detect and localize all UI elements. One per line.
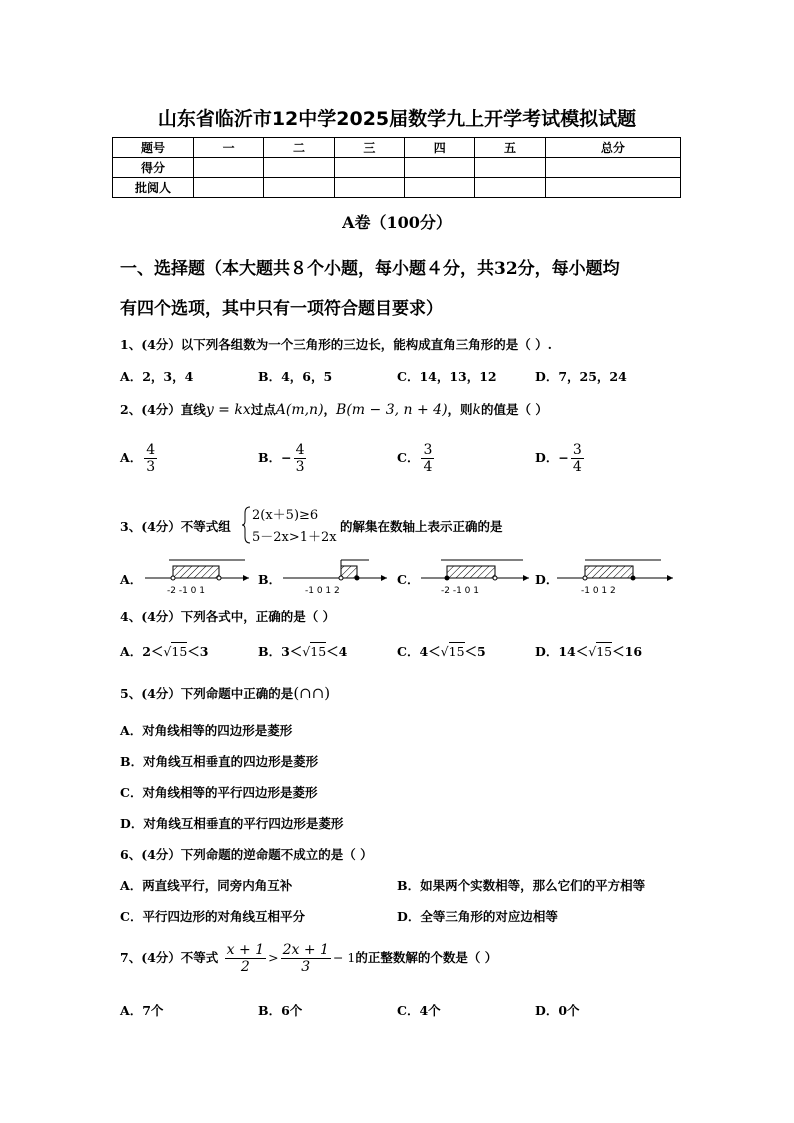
- score-row-label: 得分: [113, 158, 194, 178]
- numerator: 4: [146, 442, 156, 458]
- q7-suffix: 的正整数解的个数是（ ）: [355, 950, 498, 965]
- sqrt: √15: [302, 644, 327, 659]
- q5-option-c[interactable]: C．对角线相等的平行四边形是菱形: [120, 785, 318, 800]
- option-label: B．: [258, 450, 282, 465]
- score-table: [112, 137, 681, 198]
- option-label: B．: [258, 644, 282, 659]
- q5-option-b[interactable]: B．对角线互相垂直的四边形是菱形: [120, 754, 319, 769]
- q4-stem: 4、(4分）下列各式中，正确的是（ ）: [120, 609, 336, 624]
- score-cell[interactable]: [405, 178, 475, 198]
- score-cell[interactable]: [264, 158, 334, 178]
- sqrt: √15: [588, 644, 613, 659]
- q4-option-d[interactable]: [535, 642, 642, 660]
- score-header: 总分: [545, 138, 680, 158]
- q3-label-a[interactable]: A．: [120, 572, 143, 587]
- numerator: 3: [423, 442, 433, 458]
- q6-option-b[interactable]: B．如果两个实数相等，那么它们的平方相等: [397, 878, 646, 893]
- tick-labels: -2 -1 0 1: [167, 586, 205, 596]
- option-label: C．: [397, 450, 420, 465]
- fraction: [225, 942, 266, 975]
- tick-labels: -2 -1 0 1: [441, 586, 479, 596]
- ineq-right: ＜4: [326, 644, 348, 659]
- q2-prefix: 2、(4分）直线: [120, 402, 206, 417]
- option-label: D．: [535, 644, 559, 659]
- q7-option-b[interactable]: B．6个: [258, 1003, 303, 1018]
- q2-point-a: A(m,n): [275, 402, 324, 418]
- q3-ineq1: 2(x＋5)≥6: [252, 508, 319, 523]
- ineq-left: 4＜: [419, 644, 441, 659]
- score-header: 二: [264, 138, 334, 158]
- fraction: [421, 442, 434, 475]
- denominator: 4: [572, 459, 582, 475]
- score-header: 题号: [113, 138, 194, 158]
- q7-minus: − 1: [332, 950, 356, 965]
- ineq-left: 2＜: [142, 644, 164, 659]
- denominator: 3: [295, 459, 305, 475]
- score-cell[interactable]: [194, 178, 264, 198]
- sqrt: √15: [440, 644, 465, 659]
- score-table-header-row: [113, 138, 681, 158]
- score-cell[interactable]: [405, 158, 475, 178]
- q1-stem: 1、(4分）以下列各组数为一个三角形的三边长，能构成直角三角形的是（ ）.: [120, 337, 553, 352]
- exam-title: 山东省临沂市12中学2025届数学九上开学考试模拟试题: [157, 108, 637, 130]
- fraction: [294, 442, 307, 475]
- radicand: 15: [448, 644, 465, 659]
- ineq-right: ＜16: [612, 644, 643, 659]
- q3-label-d[interactable]: D．: [535, 572, 559, 587]
- score-cell[interactable]: [194, 158, 264, 178]
- option-label: C．: [397, 644, 420, 659]
- score-header: 一: [194, 138, 264, 158]
- q3-label-c[interactable]: C．: [397, 572, 420, 587]
- tick-labels: -1 0 1 2: [581, 586, 616, 596]
- score-cell[interactable]: [264, 178, 334, 198]
- option-label: A．: [120, 644, 143, 659]
- score-cell[interactable]: [545, 178, 680, 198]
- q7-prefix: 7、(4分）不等式: [120, 950, 219, 965]
- q5-paren: (∩∩): [293, 684, 331, 702]
- q3-prefix: 3、(4分）不等式组: [120, 519, 231, 534]
- q2-k: k: [472, 402, 482, 418]
- q7-stem: [120, 942, 497, 975]
- q1-option-a[interactable]: A．2，3，4: [120, 369, 194, 384]
- q2-option-d[interactable]: [535, 442, 586, 475]
- q2-point-b: B(m − 3, n + 4): [336, 402, 448, 418]
- denominator: 3: [281, 958, 331, 975]
- q4-option-a[interactable]: [120, 642, 208, 660]
- q5-option-a[interactable]: A．对角线相等的四边形是菱形: [120, 723, 293, 738]
- q6-option-a[interactable]: A．两直线平行，同旁内角互补: [120, 878, 293, 893]
- q7-option-c[interactable]: C．4个: [397, 1003, 441, 1018]
- numerator: x + 1: [226, 942, 265, 958]
- denominator: 3: [146, 459, 156, 475]
- section1-heading-line1: 一、选择题（本大题共８个小题，每小题４分，共32分，每小题均: [120, 259, 620, 279]
- q4-option-b[interactable]: [258, 642, 347, 660]
- radicand: 15: [596, 644, 613, 659]
- q6-option-d[interactable]: D．全等三角形的对应边相等: [397, 909, 558, 924]
- q2-option-b[interactable]: [258, 442, 308, 475]
- numerator: 2x + 1: [282, 942, 329, 958]
- score-cell[interactable]: [475, 178, 545, 198]
- q3-label-b[interactable]: B．: [258, 572, 282, 587]
- ineq-left: 3＜: [281, 644, 303, 659]
- q3-numberline-c[interactable]: [421, 556, 531, 600]
- q5-stem: [120, 684, 330, 702]
- volume-heading: A卷（100分）: [342, 213, 452, 232]
- q2-stem: [120, 400, 548, 418]
- q7-option-a[interactable]: A．7个: [120, 1003, 164, 1018]
- score-table-row: [113, 178, 681, 198]
- ineq-right: ＜3: [187, 644, 209, 659]
- fraction: [281, 942, 331, 975]
- option-sign: −: [558, 450, 569, 465]
- score-cell[interactable]: [545, 158, 680, 178]
- tick-labels: -1 0 1 2: [305, 586, 340, 596]
- q2-end: 的值是（ ）: [481, 402, 548, 417]
- q6-option-c[interactable]: C．平行四边形的对角线互相平分: [120, 909, 305, 924]
- score-cell[interactable]: [475, 158, 545, 178]
- q1-option-c[interactable]: C．14，13，12: [397, 369, 497, 384]
- q3-numberline-d[interactable]: [557, 556, 675, 600]
- option-sign: −: [281, 450, 292, 465]
- q5-option-d[interactable]: D．对角线互相垂直的平行四边形是菱形: [120, 816, 344, 831]
- numerator: 4: [295, 442, 305, 458]
- q2-suffix: ，则: [447, 402, 473, 417]
- q2-option-c[interactable]: [397, 442, 436, 475]
- q1-option-d[interactable]: D．7，25，24: [535, 369, 627, 384]
- score-table-row: [113, 158, 681, 178]
- denominator: 2: [225, 958, 266, 975]
- radicand: 15: [310, 644, 327, 659]
- q2-mid: 过点: [250, 402, 276, 417]
- q2-line-eq: y = kx: [205, 402, 251, 418]
- q2-sep: ，: [323, 402, 337, 417]
- option-label: A．: [120, 450, 143, 465]
- score-cell[interactable]: [334, 178, 404, 198]
- score-row-label: 批阅人: [113, 178, 194, 198]
- score-header: 四: [405, 138, 475, 158]
- ineq-left: 14＜: [558, 644, 589, 659]
- score-header: 三: [334, 138, 404, 158]
- q5-text: 5、(4分）下列命题中正确的是: [120, 686, 294, 701]
- fraction: [571, 442, 584, 475]
- q4-option-c[interactable]: [397, 642, 486, 660]
- score-cell[interactable]: [334, 158, 404, 178]
- ineq-right: ＜5: [464, 644, 486, 659]
- option-label: D．: [535, 450, 559, 465]
- radicand: 15: [171, 644, 188, 659]
- q3-suffix: 的解集在数轴上表示正确的是: [340, 519, 503, 534]
- q7-gt: >: [268, 950, 279, 965]
- score-header: 五: [475, 138, 545, 158]
- sqrt: √15: [163, 644, 188, 659]
- q2-option-a[interactable]: [120, 442, 159, 475]
- q3-ineq2: 5－2x>1＋2x: [252, 530, 337, 545]
- q1-option-b[interactable]: B．4，6，5: [258, 369, 333, 384]
- denominator: 4: [423, 459, 433, 475]
- q3-numberline-b[interactable]: [283, 556, 389, 600]
- numerator: 3: [572, 442, 582, 458]
- q3-numberline-a[interactable]: [145, 556, 251, 600]
- section1-heading-line2: 有四个选项，其中只有一项符合题目要求）: [120, 299, 443, 319]
- system-brace: [242, 505, 252, 545]
- q7-option-d[interactable]: D．0个: [535, 1003, 580, 1018]
- fraction: [144, 442, 157, 475]
- q6-stem: 6、(4分）下列命题的逆命题不成立的是（ ）: [120, 847, 373, 862]
